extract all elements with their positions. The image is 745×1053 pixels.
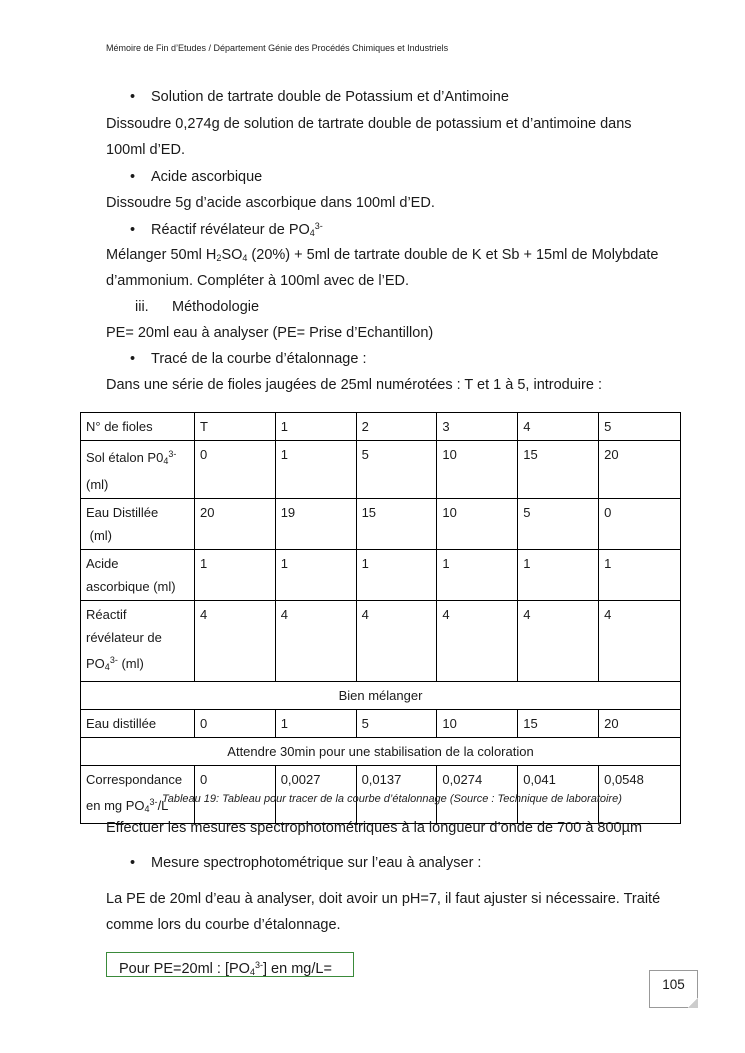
fioles-table (80, 412, 681, 824)
bullet-tartrate: • Solution de tartrate double de Potassium et d’Antimoine (130, 89, 509, 105)
paragraph-tartrate-1: Dissoudre 0,274g de solution de tartrate double de potassium et d’antimoine dans (106, 116, 632, 132)
page-number: 105 (649, 970, 698, 1008)
bullet-icon: • (130, 169, 136, 185)
bullet-mesure-eau: • Mesure spectrophotométrique sur l’eau à analyser : (130, 855, 482, 871)
paragraph-pe-ph-1: La PE de 20ml d’eau à analyser, doit avoir un pH=7, il faut ajuster si nécessaire. Traité (106, 891, 661, 907)
table-row-acide: Acide ascorbique (ml) 1 1 1 1 1 1 (81, 550, 681, 601)
paragraph-melanger-1: Mélanger 50ml H2SO4 (20%) + 5ml de tartrate double de K et Sb + 15ml de Molybdate (106, 247, 659, 263)
bullet-trace: • Tracé de la courbe d’étalonnage : (130, 351, 367, 367)
table-row-sol-etalon: Sol étalon $P04^{3-}$ (ml) 0 1 5 10 15 20 (81, 441, 681, 499)
paragraph-melanger-2: d’ammonium. Compléter à 100ml avec de l’ED. (106, 273, 410, 289)
bullet-icon: • (130, 222, 136, 238)
table-row-bien-melanger: Bien mélanger (81, 682, 681, 710)
paragraph-fioles: Dans une série de fioles jaugées de 25ml numérotées : T et 1 à 5, introduire : (106, 377, 602, 393)
paragraph-tartrate-2: 100ml d’ED. (106, 142, 185, 158)
table-row-correspondance: Correspondance en mg $PO4^{3-}/L$ 0 0,0027 0,0137 0,0274 0,041 0,0548 (81, 766, 681, 824)
table-row-reactif: Réactif révélateur de $PO4^{3-}$ (ml) 4 4 4 4 4 4 (81, 601, 681, 682)
paragraph-acide: Dissoudre 5g d’acide ascorbique dans 100ml d’ED. (106, 195, 435, 211)
bullet-icon: • (130, 351, 136, 367)
bullet-acide: • Acide ascorbique (130, 169, 263, 185)
paragraph-pe: PE= 20ml eau à analyser (PE= Prise d’Echantillon) (106, 325, 434, 341)
table-header-row: N° de fioles T 1 2 3 4 5 (81, 413, 681, 441)
bullet-icon: • (130, 89, 136, 105)
page-fold-icon (688, 998, 698, 1008)
paragraph-mesures: Effectuer les mesures spectrophotométriques à la longueur d’onde de 700 à 800µm (106, 820, 643, 836)
page-header: Mémoire de Fin d’Etudes / Département Génie des Procédés Chimiques et Industriels (106, 43, 449, 53)
section-numeral: iii. (135, 299, 149, 315)
table-caption: Tableau 19: Tableau pour tracer de la courbe d’étalonnage (Source : Technique de laboratoire) (162, 793, 622, 805)
result-box: Pour PE=20ml : $[PO4^{3-}]$ en mg/L= (106, 952, 354, 977)
section-title-methodologie: Méthodologie (172, 299, 260, 315)
table-row-attendre: Attendre 30min pour une stabilisation de la coloration (81, 738, 681, 766)
table-row-eau-distillee: Eau Distillée (ml) 20 19 15 10 5 0 (81, 499, 681, 550)
table-row-eau-distillee-2: Eau distillée 0 1 5 10 15 20 (81, 710, 681, 738)
bullet-icon: • (130, 855, 136, 871)
bullet-reactif: • Réactif révélateur de $PO4^{3-}$ (130, 221, 323, 238)
paragraph-pe-ph-2: comme lors du courbe d’étalonnage. (106, 917, 341, 933)
